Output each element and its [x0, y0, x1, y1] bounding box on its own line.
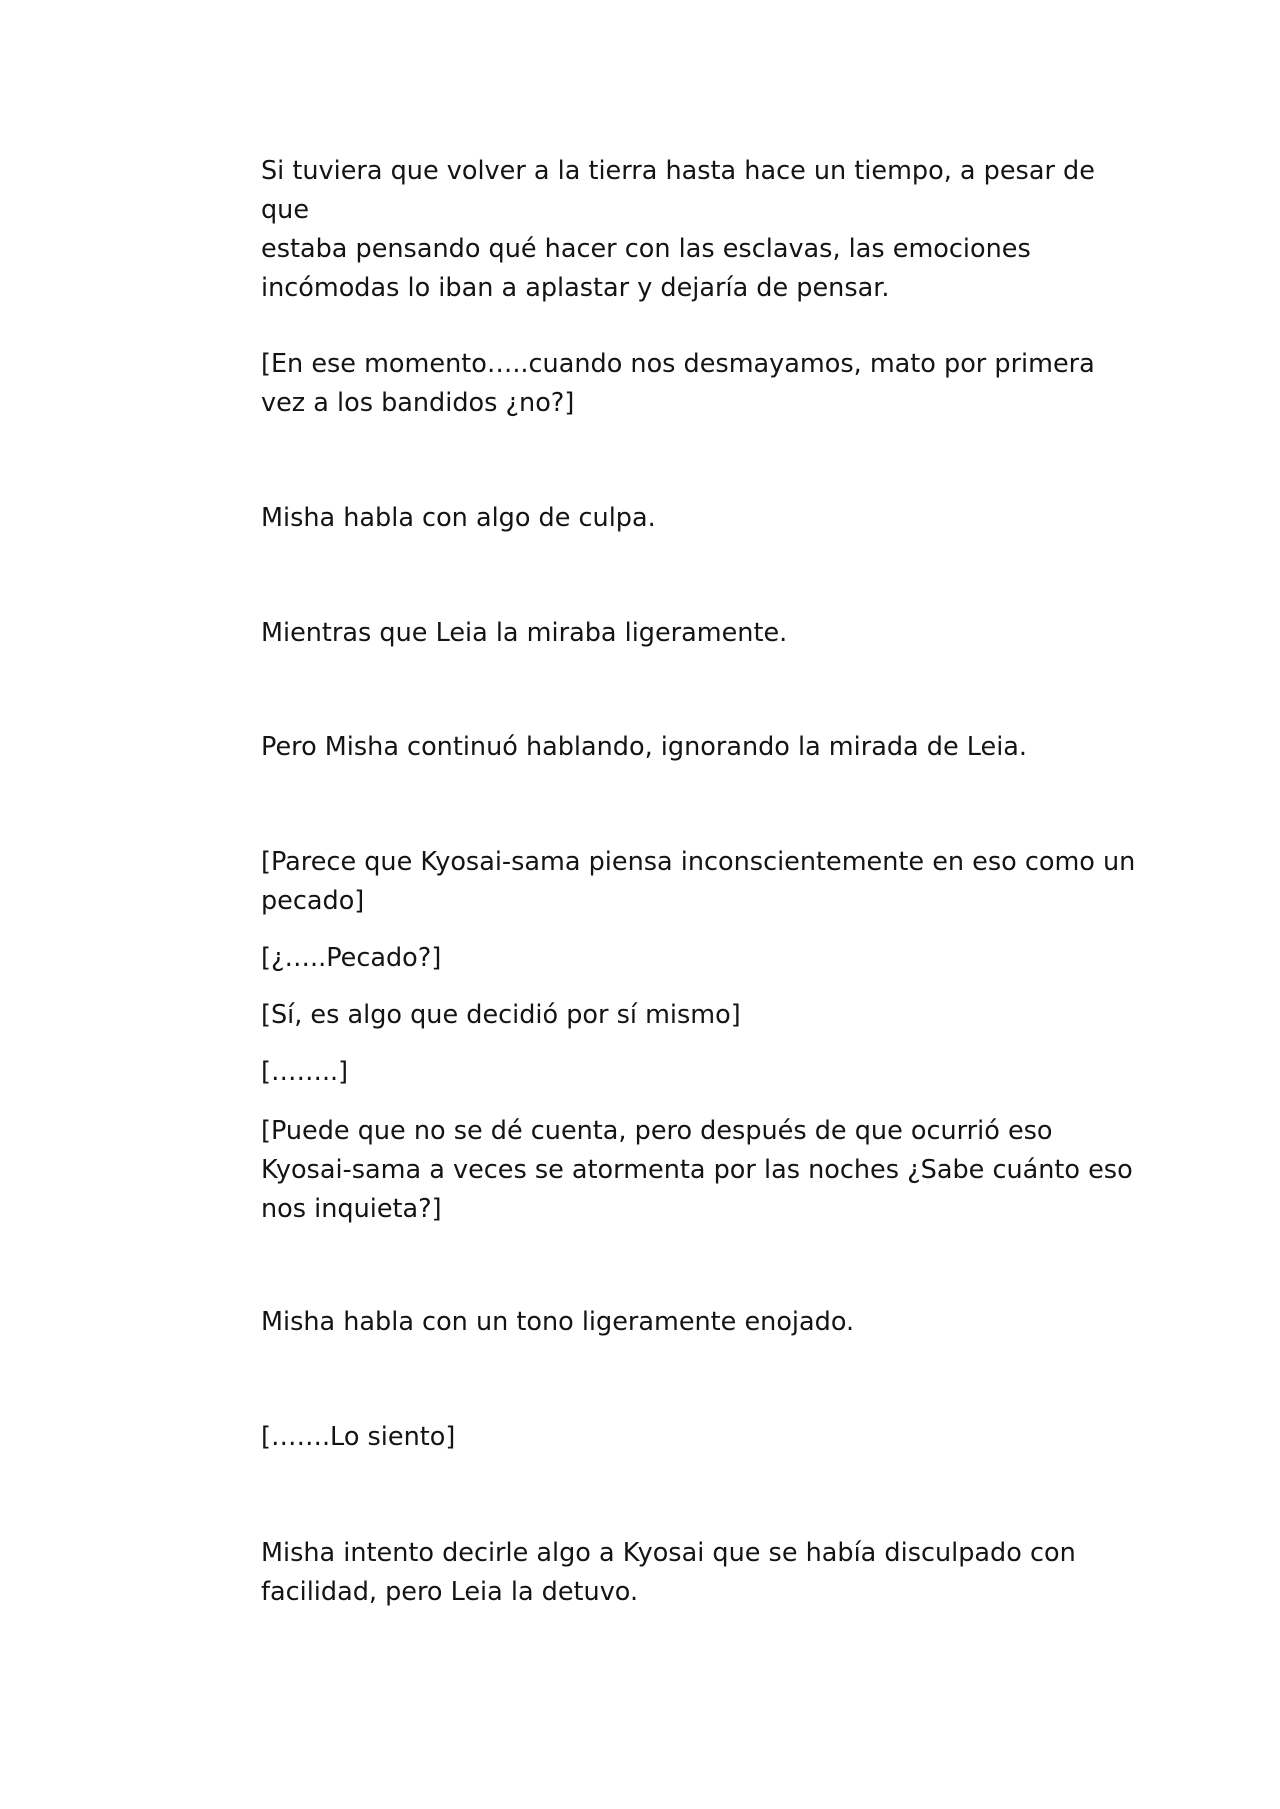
paragraph-7	[261, 939, 1141, 978]
paragraph-8	[261, 996, 1141, 1035]
paragraph-line: estaba pensando qué hacer con las esclavas, las emociones	[261, 234, 1031, 264]
paragraph-line: Pero Misha continuó hablando, ignorando la mirada de Leia.	[261, 732, 1028, 762]
paragraph-line: [Parece que Kyosai-sama piensa inconscientemente en eso como un	[261, 847, 1136, 877]
paragraph-line: pecado]	[261, 886, 365, 916]
paragraph-10	[261, 1112, 1141, 1229]
paragraph-line: Misha intento decirle algo a Kyosai que se había disculpado con	[261, 1538, 1076, 1568]
paragraph-2	[261, 345, 1141, 423]
paragraph-line: [¿…..Pecado?]	[261, 943, 442, 973]
paragraph-line: vez a los bandidos ¿no?]	[261, 388, 575, 418]
paragraph-line: nos inquieta?]	[261, 1194, 442, 1224]
paragraph-11	[261, 1303, 1141, 1342]
paragraph-line: [Puede que no se dé cuenta, pero después de que ocurrió eso	[261, 1116, 1053, 1146]
paragraph-3	[261, 499, 1141, 538]
paragraph-12	[261, 1418, 1141, 1457]
paragraph-line: [Sí, es algo que decidió por sí mismo]	[261, 1000, 741, 1030]
paragraph-5	[261, 728, 1141, 767]
paragraph-1	[261, 152, 1141, 308]
paragraph-line: incómodas lo iban a aplastar y dejaría de pensar.	[261, 273, 890, 303]
paragraph-13	[261, 1534, 1141, 1612]
paragraph-line: Si tuviera que volver a la tierra hasta hace un tiempo, a pesar de que	[261, 156, 1095, 225]
paragraph-line: [En ese momento…..cuando nos desmayamos, mato por primera	[261, 349, 1095, 379]
paragraph-6	[261, 843, 1141, 921]
paragraph-4	[261, 614, 1141, 653]
paragraph-line: [……..]	[261, 1057, 349, 1087]
paragraph-9	[261, 1053, 1141, 1092]
paragraph-line: […….Lo siento]	[261, 1422, 456, 1452]
paragraph-line: Kyosai-sama a veces se atormenta por las noches ¿Sabe cuánto eso	[261, 1155, 1133, 1185]
paragraph-line: facilidad, pero Leia la detuvo.	[261, 1577, 639, 1607]
paragraph-line: Mientras que Leia la miraba ligeramente.	[261, 618, 788, 648]
paragraph-line: Misha habla con algo de culpa.	[261, 503, 656, 533]
paragraph-line: Misha habla con un tono ligeramente enojado.	[261, 1307, 855, 1337]
